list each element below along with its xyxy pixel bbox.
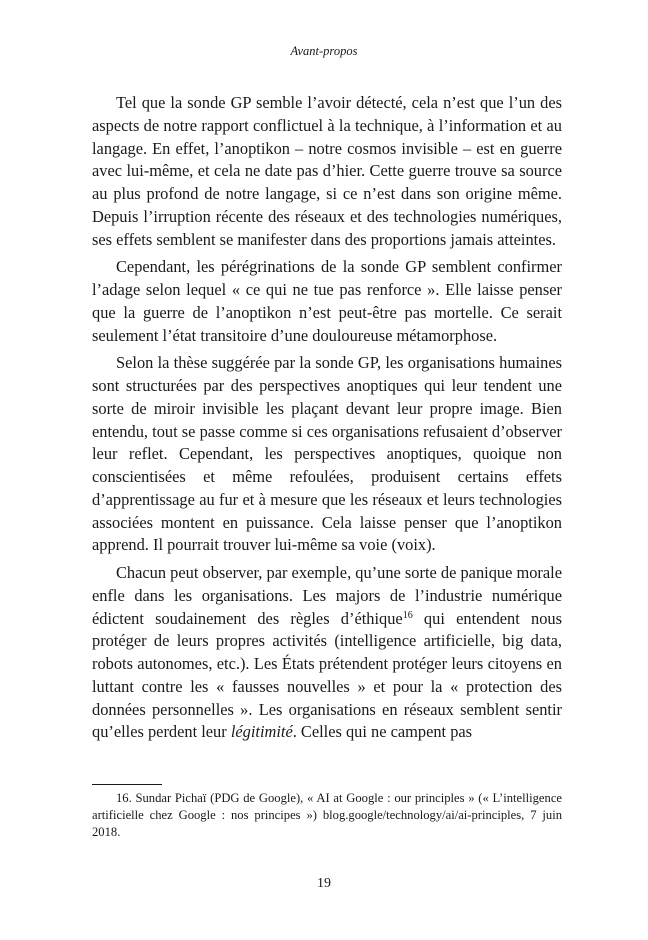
footnote-reference[interactable]: 16 bbox=[402, 609, 413, 621]
footnote-text: Sundar Pichaï (PDG de Google), « AI at Google : our principles » (« L’intelligence artificielle chez Google : nos principes ») blog.google/technology/ai/ai-principles, 7 juin 2018. bbox=[92, 791, 562, 839]
paragraph-4-text-c: . Celles qui ne campent pas bbox=[292, 722, 473, 742]
footnote-number: 16. bbox=[116, 791, 132, 805]
paragraph-4 bbox=[92, 562, 562, 744]
paragraph-4-text-a: Chacun peut observer, par exemple, qu’une sorte de panique morale enfle dans les organisations. Les majors de l’industrie numérique édictent soudainement des règles d’éthique bbox=[92, 563, 562, 628]
footnote-16 bbox=[92, 790, 562, 841]
running-head: Avant-propos bbox=[290, 44, 358, 58]
paragraph-1: Tel que la sonde GP semble l’avoir détecté, cela n’est que l’un des aspects de notre rapport conflictuel à la technique, à l’information et au langage. En effet, l’anoptikon – notre cosmos invisible – est en guerre avec lui-même, et cela ne date pas d’hier. Cette guerre trouve sa source au plus profond de notre langage, si ce n’est dans son origine même. Depuis l’irruption récente des réseaux et des technologies numériques, ses effets semblent se manifester dans des proportions jamais atteintes. bbox=[92, 93, 562, 249]
paragraph-4-text-b: qui entendent nous protéger de leurs propres activités (intelligence artificielle, big data, robots autonomes, etc.). Les États prétendent protéger leurs citoyens en luttant contre les « fausses nouvelles » et pour la « protection des données personnelles ». Les organisations en réseaux semblent sentir qu’elles perdent leur bbox=[92, 608, 563, 742]
footnote-separator bbox=[92, 784, 162, 785]
emphasis-legitimite: légitimité bbox=[230, 722, 293, 742]
paragraph-3: Selon la thèse suggérée par la sonde GP, les organisations humaines sont structurées par des perspectives anoptiques qui leur tendent une sorte de miroir invisible les plaçant devant leur propre image. Bien entendu, tout se passe comme si ces organisations refusaient d’observer leur reflet. Cependant, les perspectives anoptiques, quoique non conscientisées et même refoulées, produisent certains effets d’apprentissage au fur et à mesure que les réseaux et leurs technologies associées montent en puissance. Cela laisse penser que l’anoptikon apprend. Il pourrait trouver lui-même sa voie (voix). bbox=[92, 353, 562, 555]
page-number: 19 bbox=[317, 876, 331, 891]
paragraph-2: Cependant, les pérégrinations de la sonde GP semblent confirmer l’adage selon lequel « ce qui ne tue pas renforce ». Elle laisse penser que la guerre de l’anoptikon n’est peut-être pas mortelle. Ce serait seulement l’état transitoire d’une douloureuse métamorphose. bbox=[92, 257, 562, 345]
body-text bbox=[92, 92, 562, 744]
